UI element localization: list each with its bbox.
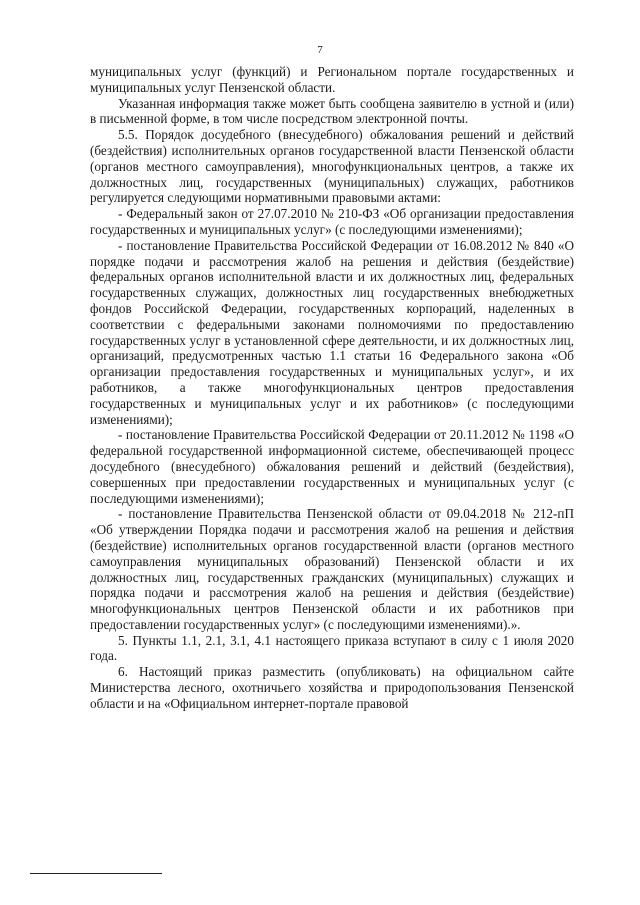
paragraph-9: 6. Настоящий приказ разместить (опубликовать) на официальном сайте Министерства лесного, охотничьего хозяйства и природопользования Пензенской области и на «Официальном интернет-портале правовой (90, 664, 574, 711)
page-number: 7 (317, 44, 323, 56)
paragraph-2: Указанная информация также может быть сообщена заявителю в устной и (или) в письменной форме, в том числе посредством электронной почты. (90, 95, 574, 127)
document-body (90, 64, 574, 712)
paragraph-3: 5.5. Порядок досудебного (внесудебного) обжалования решений и действий (бездействия) исполнительных органов государственной власти Пензенской области (органов местного самоуправления), многофункциональных центров, а также их должностных лиц, государственных (муниципальных) служащих, работников регулируется следующими нормативными правовыми актами: (90, 127, 574, 206)
paragraph-4: - Федеральный закон от 27.07.2010 № 210-ФЗ «Об организации предоставления государственных и муниципальных услуг» (с последующими изменениями); (90, 206, 574, 237)
paragraph-1: муниципальных услуг (функций) и Региональном портале государственных и муниципальных услуг Пензенской области. (90, 64, 574, 95)
footer-rule (30, 873, 162, 874)
paragraph-6: - постановление Правительства Российской Федерации от 20.11.2012 № 1198 «О федеральной государственной информационной системе, обеспечивающей процесс досудебного (внесудебного) обжалования решений и действий (бездействия), совершенных при предоставлении государственных и муниципальных услуг (с последующими изменениями); (90, 427, 574, 506)
paragraph-7: - постановление Правительства Пензенской области от 09.04.2018 № 212-пП «Об утверждении Порядка подачи и рассмотрения жалоб на решения и действия (бездействие) исполнительных органов государственной власти (органов местного самоуправления муниципальных образований) Пензенской области и их должностных лиц, государственных гражданских (муниципальных) служащих и порядка подачи и рассмотрения жалоб на решения и действия (бездействие) многофункциональных центров Пензенской области и их работников при предоставлении государственных услуг» (с последующими изменениями).». (90, 506, 574, 632)
paragraph-8: 5. Пункты 1.1, 2.1, 3.1, 4.1 настоящего приказа вступают в силу с 1 июля 2020 года. (90, 632, 574, 664)
paragraph-5: - постановление Правительства Российской Федерации от 16.08.2012 № 840 «О порядке подачи и рассмотрения жалоб на решения и действия (бездействие) федеральных органов исполнительной власти и их должностных лиц, федеральных государственных служащих, должностных лиц государственных внебюджетных фондов Российской Федерации, государственных корпораций, наделенных в соответствии с федеральными законами полномочиями по предоставлению государственных услуг в установленной сфере деятельности, и их должностных лиц, организаций, предусмотренных частью 1.1 статьи 16 Федерального закона «Об организации предоставления государственных и муниципальных услуг», и их работников, а также многофункциональных центров предоставления государственных и муниципальных услуг и их работников» (с последующими изменениями); (90, 237, 574, 427)
